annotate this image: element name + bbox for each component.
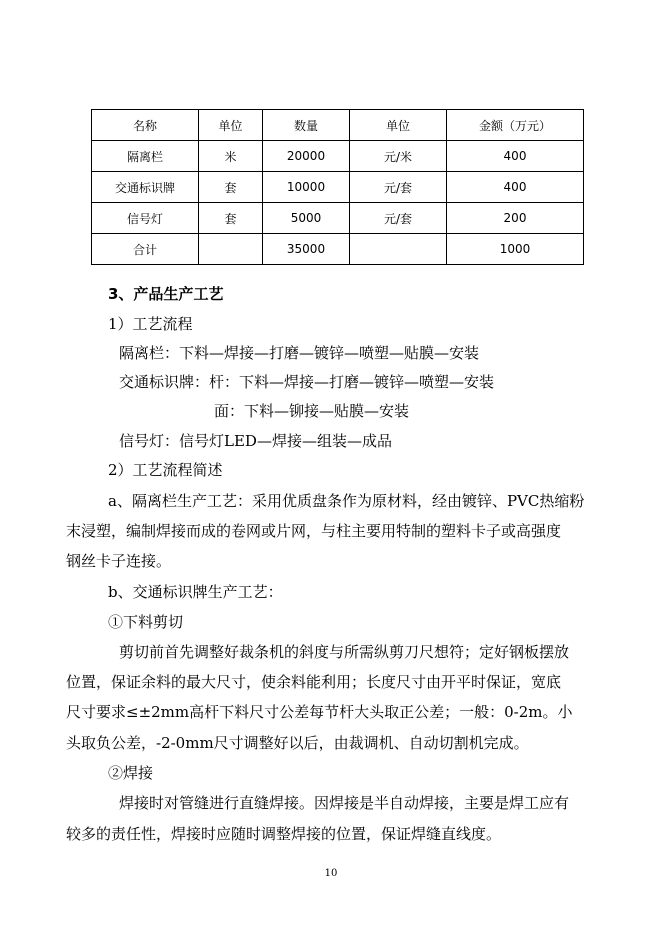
header-cell: 单位	[199, 110, 263, 141]
paragraph-line: 尺寸要求≤±2mm高杆下料尺寸公差每节杆大头取正公差；一般：0-2m。小	[66, 703, 573, 721]
table-cell: 隔离栏	[92, 141, 199, 172]
table-cell: 1000	[447, 234, 584, 265]
table-cell: 套	[199, 203, 263, 234]
paragraph-line: 头取负公差，-2-0mm尺寸调整好以后，由裁调机、自动切割机完成。	[66, 734, 529, 752]
table-row	[92, 141, 584, 172]
header-cell: 金额（万元）	[447, 110, 584, 141]
flow-signal: 信号灯：信号灯LED—焊接—组装—成品	[119, 432, 392, 450]
table-cell: 合计	[92, 234, 199, 265]
table-cell: 400	[447, 172, 584, 203]
table-cell: 200	[447, 203, 584, 234]
table-cell	[199, 234, 263, 265]
table-cell: 米	[199, 141, 263, 172]
table-cell: 35000	[263, 234, 350, 265]
paragraph-line: b、交通标识牌生产工艺：	[108, 583, 283, 601]
subheading-process-summary: 2）工艺流程简述	[108, 461, 223, 479]
flow-fence: 隔离栏：下料—焊接—打磨—镀锌—喷塑—贴膜—安装	[119, 344, 480, 362]
flow-sign-face: 面：下料—铆接—贴膜—安装	[214, 402, 410, 420]
table-row	[92, 172, 584, 203]
section-heading: 3、产品生产工艺	[108, 285, 224, 303]
paragraph-line: 末浸塑，编制焊接而成的卷网或片网，与柱主要用特制的塑料卡子或高强度	[66, 522, 562, 540]
header-cell: 名称	[92, 110, 199, 141]
paragraph-line: a、隔离栏生产工艺：采用优质盘条作为原材料，经由镀锌、PVC热缩粉	[108, 492, 585, 510]
product-table	[91, 109, 584, 265]
step-title: ①下料剪切	[108, 613, 184, 631]
step-title: ②焊接	[108, 764, 154, 782]
table-cell: 元/套	[350, 172, 447, 203]
table-cell: 400	[447, 141, 584, 172]
table-cell: 交通标识牌	[92, 172, 199, 203]
paragraph-line: 较多的责任性，焊接时应随时调整焊接的位置，保证焊缝直线度。	[66, 825, 502, 843]
table-cell	[350, 234, 447, 265]
page-number: 10	[324, 868, 338, 879]
flow-sign-pole: 交通标识牌：杆：下料—焊接—打磨—镀锌—喷塑—安装	[119, 373, 495, 391]
subheading-process-flow: 1）工艺流程	[108, 315, 193, 333]
table-cell: 10000	[263, 172, 350, 203]
table-cell: 元/米	[350, 141, 447, 172]
table-header-row	[92, 110, 584, 141]
paragraph-line: 剪切前首先调整好裁条机的斜度与所需纵剪刀尺想符；定好钢板摆放	[119, 643, 570, 661]
header-cell: 单位	[350, 110, 447, 141]
table-cell: 套	[199, 172, 263, 203]
table-cell: 20000	[263, 141, 350, 172]
table-cell: 5000	[263, 203, 350, 234]
paragraph-line: 焊接时对管缝进行直缝焊接。因焊接是半自动焊接，主要是焊工应有	[119, 794, 570, 812]
paragraph-line: 钢丝卡子连接。	[66, 552, 172, 570]
header-cell: 数量	[263, 110, 350, 141]
table-cell: 信号灯	[92, 203, 199, 234]
paragraph-line: 位置，保证余料的最大尺寸，使余料能利用；长度尺寸由开平时保证，宽底	[66, 673, 562, 691]
table-row	[92, 203, 584, 234]
table-row	[92, 234, 584, 265]
table-cell: 元/套	[350, 203, 447, 234]
